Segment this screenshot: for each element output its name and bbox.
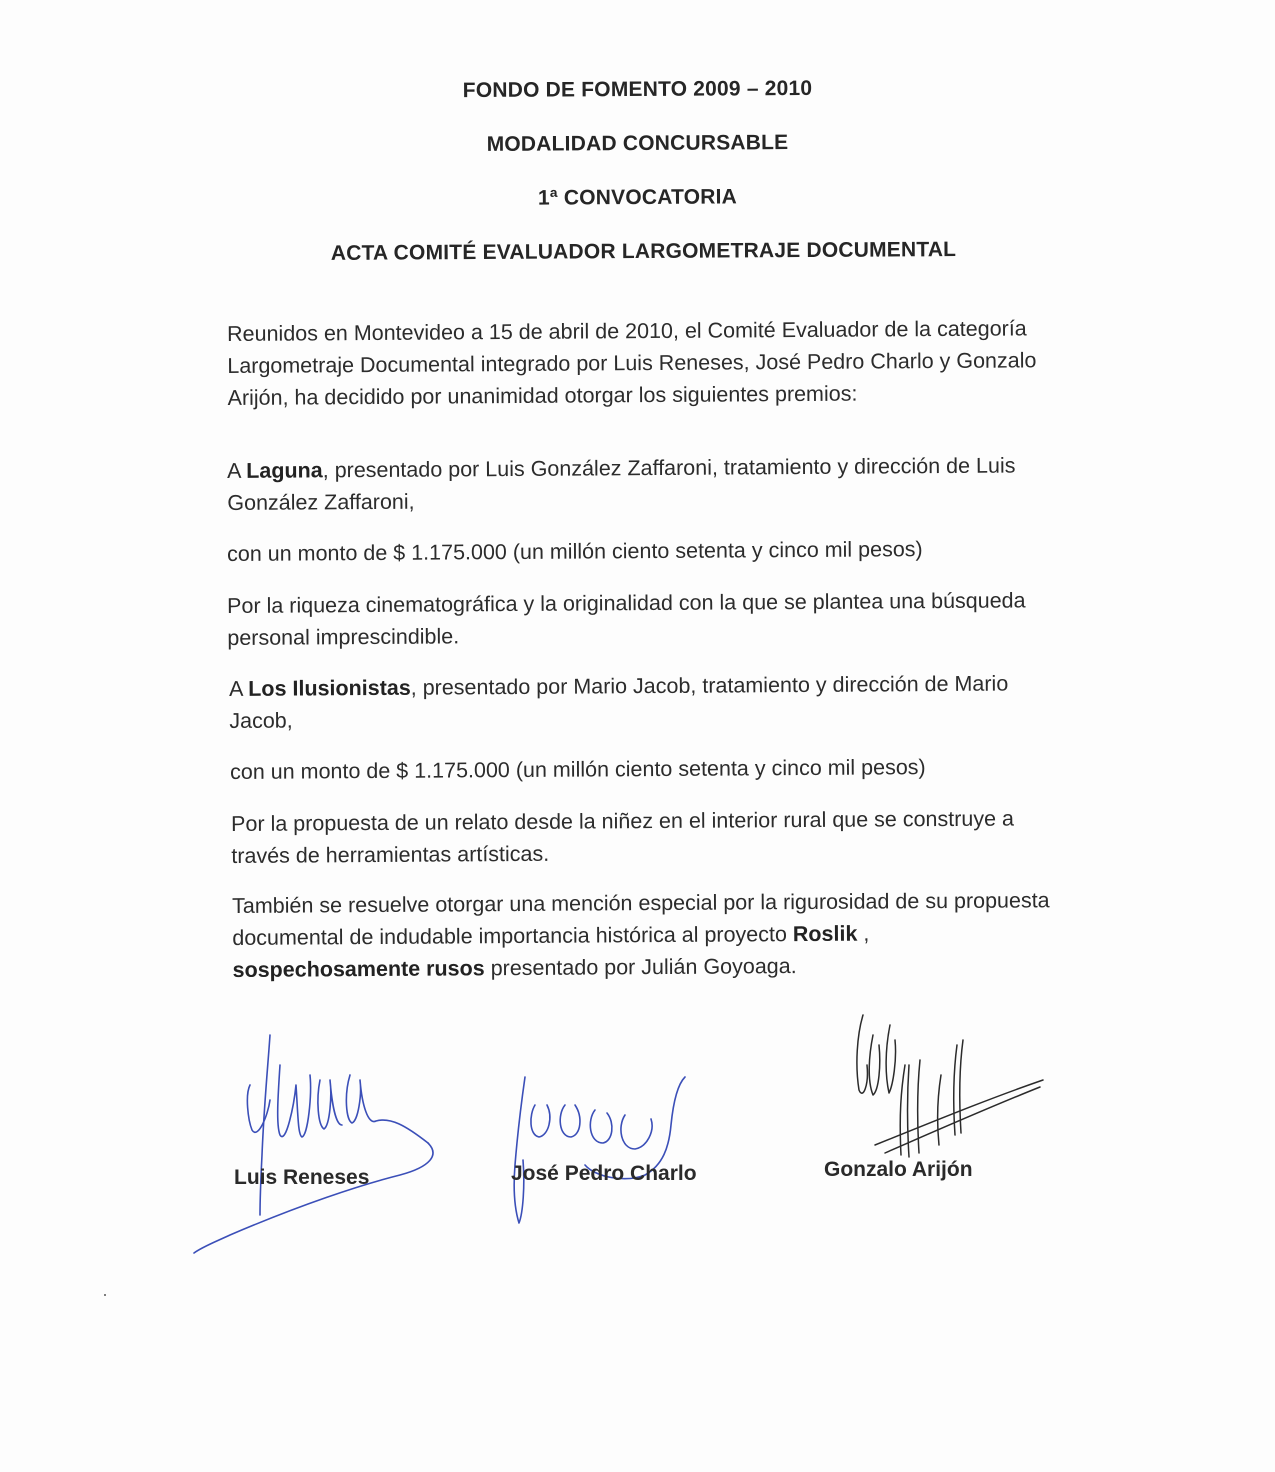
award-1-paragraph [227, 449, 1057, 519]
signature-luis-reneses [190, 1025, 460, 1265]
award-2-reason: Por la propuesta de un relato desde la niñez en el interior rural que se construye a través de herramientas artísticas. [231, 806, 1015, 868]
award-1-details: , presentado por Luis González Zaffaroni, tratamiento y dirección de Luis González Zaffaroni, [227, 453, 1016, 515]
heading-call: 1ª CONVOCATORIA [537, 185, 738, 210]
scan-speck [104, 1294, 106, 1296]
mention-project-a: Roslik [792, 921, 858, 947]
award-2-details: , presentado por Mario Jacob, tratamiento y dirección de Mario Jacob, [229, 671, 1009, 733]
award-2-title: Los Ilusionistas [248, 675, 411, 701]
award-1-reason: Por la riqueza cinematográfica y la originalidad con la que se plantea una búsqueda personal imprescindible. [227, 588, 1026, 650]
award-1-title: Laguna [246, 458, 323, 483]
signature-jose-pedro-charlo [495, 1065, 705, 1230]
award-1-prefix: A [227, 458, 247, 483]
signature-gonzalo-arijon [845, 1005, 1050, 1165]
mention-presenter: presentado por Julián Goyoaga. [484, 954, 797, 981]
intro-paragraph: Reunidos en Montevideo a 15 de abril de 2010, el Comité Evaluador de la categoría Largometraje Documental integrado por Luis Reneses, José Pedro Charlo y Gonzalo Arijón, ha decidido por unanimidad otorgar los siguientes premios: [227, 316, 1037, 410]
signatory-name-1: Luis Reneses [234, 1166, 370, 1189]
signatory-name-2: José Pedro Charlo [511, 1162, 697, 1185]
mention-project-b: sospechosamente rusos [232, 956, 485, 982]
heading-fund: FONDO DE FOMENTO 2009 – 2010 [462, 76, 813, 103]
award-2-paragraph [229, 667, 1059, 737]
award-2-prefix: A [229, 676, 249, 701]
award-2-amount: con un monto de $ 1.175.000 (un millón ciento setenta y cinco mil pesos) [230, 755, 926, 784]
heading-act-title: ACTA COMITÉ EVALUADOR LARGOMETRAJE DOCUMENTAL [330, 238, 957, 265]
mention-text: También se resuelve otorgar una mención especial por la rigurosidad de su propuesta documental de indudable importancia histórica al proyecto [232, 888, 1050, 950]
special-mention-paragraph [232, 884, 1063, 986]
award-1-amount: con un monto de $ 1.175.000 (un millón ciento setenta y cinco mil pesos) [227, 537, 923, 566]
heading-modality: MODALIDAD CONCURSABLE [486, 131, 789, 156]
mention-separator: , [857, 921, 870, 946]
signatory-name-3: Gonzalo Arijón [824, 1158, 973, 1181]
